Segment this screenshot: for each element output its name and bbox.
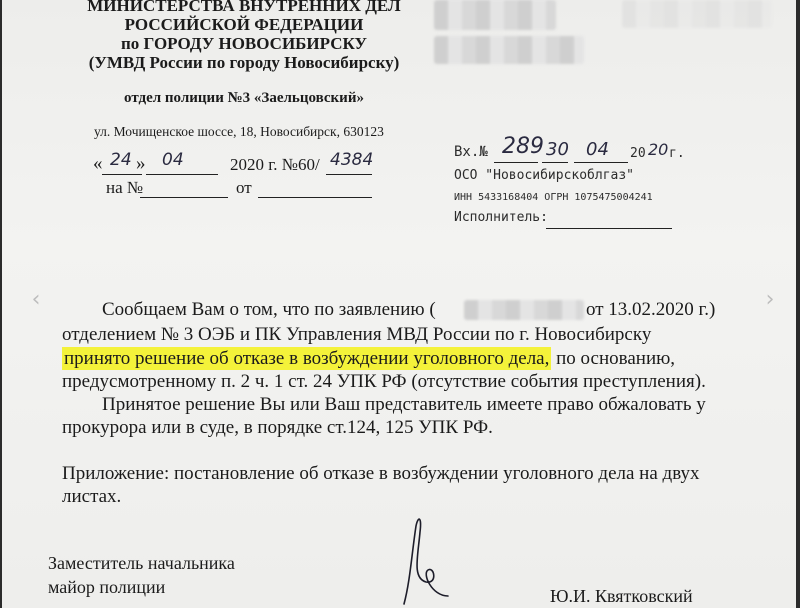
incoming-year-prefix: 20 xyxy=(630,146,646,161)
outgoing-year-number: 2020 г. №60/ xyxy=(230,155,320,174)
header-line-1: МИНИСТЕРСТВА ВНУТРЕННИХ ДЕЛ xyxy=(87,0,401,15)
body-p1-line4: предусмотренному п. 2 ч. 1 ст. 24 УПК РФ (отсутствие события преступления). xyxy=(62,371,706,392)
chevron-left-icon[interactable]: ‹ xyxy=(31,287,41,312)
incoming-number-label: Вх.№ xyxy=(454,144,488,160)
redacted-applicant-name xyxy=(464,300,584,320)
body-p1-line3-rest: по основанию, xyxy=(551,348,676,369)
quote-close: » xyxy=(136,153,146,174)
redacted-addressee-3 xyxy=(622,0,772,28)
signer-name: Ю.И. Квятковский xyxy=(550,586,693,606)
body-p1-line1-start: Сообщаем Вам о том, что по заявлению ( xyxy=(102,299,436,320)
incoming-year-handwritten: 20 xyxy=(648,140,669,159)
reply-date-label: от xyxy=(236,178,252,197)
quote-open: « xyxy=(93,153,103,174)
body-p1-line2: отделением № 3 ОЭБ и ПК Управления МВД России по г. Новосибирску xyxy=(62,324,652,345)
incoming-month-handwritten: 04 xyxy=(586,139,609,160)
incoming-day-handwritten: 30 xyxy=(546,139,569,160)
incoming-executor-label: Исполнитель: xyxy=(454,210,548,225)
header-line-2: РОССИЙСКОЙ ФЕДЕРАЦИИ xyxy=(124,15,364,34)
incoming-org-name: ОСО "Новосибирскоблгаз" xyxy=(454,168,635,183)
redacted-addressee-2 xyxy=(434,36,584,64)
body-p3-line2: листах. xyxy=(62,486,122,507)
body-p3-line1: Приложение: постановление об отказе в возбуждении уголовного дела на двух xyxy=(62,463,700,484)
department-address: ул. Мочищенское шоссе, 18, Новосибирск, 630123 xyxy=(94,124,384,139)
redacted-addressee-1 xyxy=(434,0,556,30)
incoming-number-handwritten: 289 xyxy=(502,134,544,159)
department-name: отдел полиции №3 «Заельцовский» xyxy=(124,90,364,106)
reply-to-label: на № xyxy=(106,178,144,197)
incoming-year-suffix: г. xyxy=(669,146,685,161)
highlighted-decision: принято решение об отказе в возбуждении уголовного дела, xyxy=(64,348,550,369)
incoming-org-ids: ИНН 5433168404 ОГРН 1075475004241 xyxy=(454,192,653,203)
outgoing-number-handwritten: 4384 xyxy=(330,150,374,170)
outgoing-day: 24 xyxy=(110,150,132,170)
header-line-3: по ГОРОДУ НОВОСИБИРСКУ xyxy=(121,34,367,53)
body-p1-line1-end: от 13.02.2020 г.) xyxy=(586,299,716,320)
body-p2-line2: прокурора или в суде, в порядке ст.124, 125 УПК РФ. xyxy=(62,417,493,438)
chevron-right-icon[interactable]: › xyxy=(765,287,775,312)
body-p1-line3 xyxy=(62,347,675,370)
body-p2-line1: Принятое решение Вы или Ваш представитель имеете право обжаловать у xyxy=(102,394,706,415)
header-line-4: (УМВД России по городу Новосибирску) xyxy=(88,53,400,72)
outgoing-month: 04 xyxy=(162,150,184,170)
signer-rank: майор полиции xyxy=(48,577,166,597)
signer-position: Заместитель начальника xyxy=(48,553,235,573)
document-page xyxy=(2,0,796,608)
signature-mark xyxy=(382,512,472,608)
